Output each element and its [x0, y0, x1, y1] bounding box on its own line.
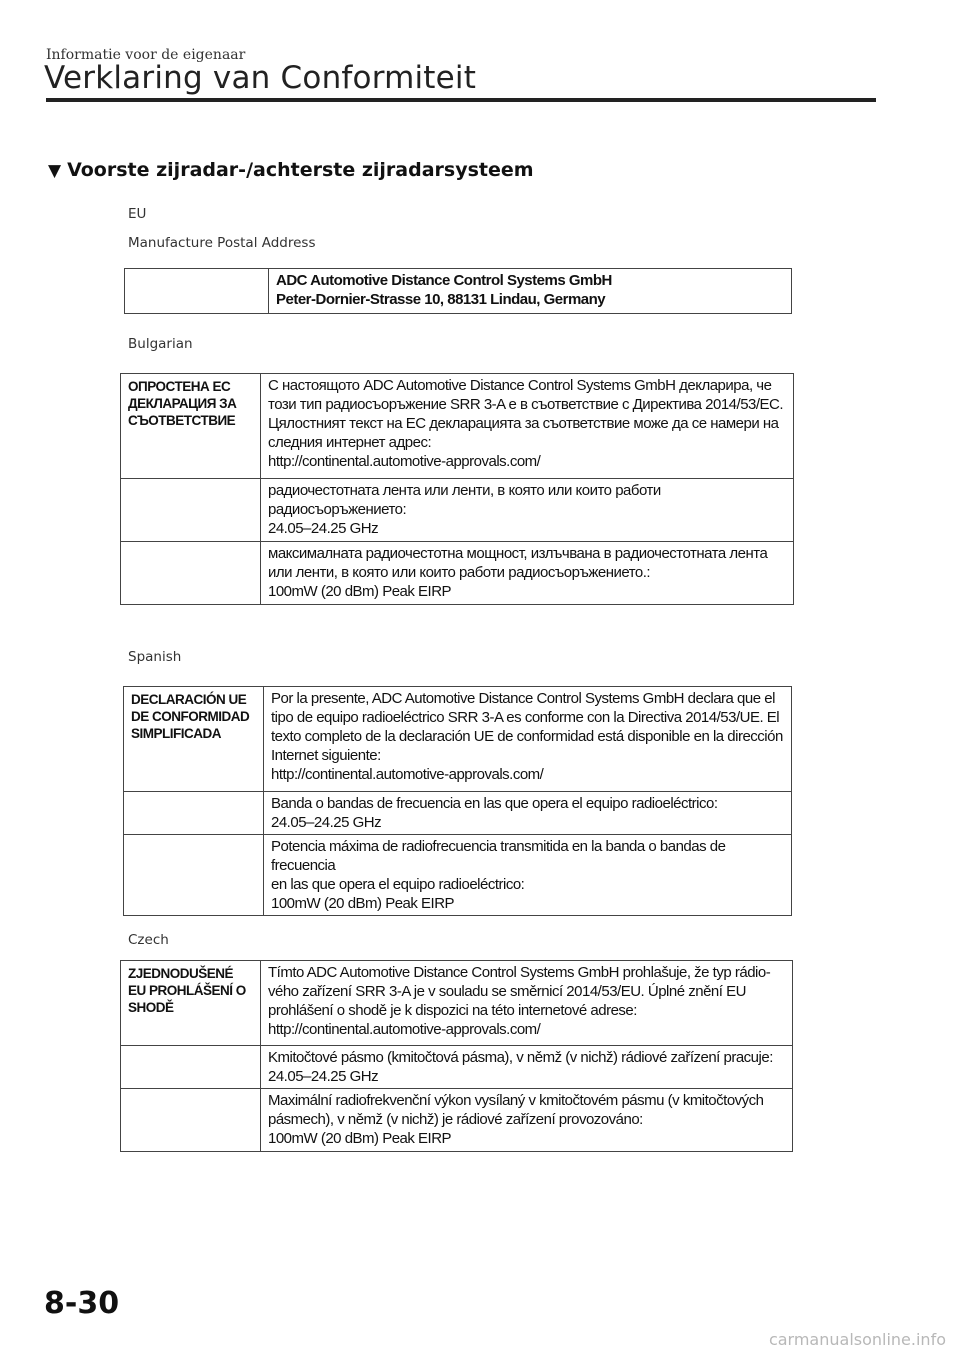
- spanish-band: Banda o bandas de frecuencia en las que opera el equipo radioeléctrico: 24.05–24.25 GHz: [271, 795, 718, 831]
- eu-address-table: [124, 268, 792, 314]
- czech-declaration: Tímto ADC Automotive Distance Control Systems GmbH prohlašuje, že typ rádio- vého zařízení SRR 3-A je v souladu se směrnicí 2014/53/EU. Úplné znění EU prohlášení o shodě je k dispozici na této internetové adrese: http://continental.automotive-approvals.com/: [268, 964, 771, 1038]
- spanish-power: Potencia máxima de radiofrecuencia transmitida en la banda o bandas de frecuencia en las que opera el equipo radioeléctrico: 100mW (20 dBm) Peak EIRP: [271, 838, 726, 912]
- bulgarian-band: радиочестотната лента или ленти, в която или които работи радиосъоръжението: 24.05–24.25 GHz: [268, 482, 661, 537]
- czech-label: Czech: [128, 932, 169, 948]
- manual-section-label: Informatie voor de eigenaar: [46, 47, 246, 63]
- bulgarian-heading: ОПРОСТЕНА ЕС ДЕКЛАРАЦИЯ ЗА СЪОТВЕТСТВИЕ: [128, 379, 237, 428]
- eu-label: EU: [128, 206, 147, 222]
- bulgarian-heading-cell: [121, 374, 261, 479]
- spanish-declaration: Por la presente, ADC Automotive Distance Control Systems GmbH declara que el tipo de equipo radioeléctrico SRR 3-A es conforme con la Directiva 2014/53/UE. El texto completo de la declaración UE de conformidad está disponible en la dirección Internet siguiente: http://continental.automotive-approvals.com/: [271, 690, 783, 783]
- czech-declaration-cell: [261, 961, 793, 1046]
- bulgarian-declaration-table: [120, 373, 794, 605]
- spanish-empty-cell-1: [124, 792, 264, 835]
- spanish-heading: DECLARACIÓN UE DE CONFORMIDAD SIMPLIFICADA: [131, 692, 250, 741]
- triangle-down-icon: ▼: [48, 161, 62, 181]
- bulgarian-declaration: С настоящото ADC Automotive Distance Control Systems GmbH декларира, че този тип радиосъоръжение SRR 3-A е в съответствие с Директива 2014/53/ЕС. Цялостният текст на ЕС декларацията за съответствие може да се намери на следния интернет адрес: http://continental.automotive-approvals.com/: [268, 377, 784, 470]
- czech-band: Kmitočtové pásmo (kmitočtová pásma), v němž (v nichž) rádiové zařízení pracuje: 24.05–24.25 GHz: [268, 1049, 773, 1085]
- eu-empty-cell: [125, 269, 269, 314]
- spanish-empty-cell-2: [124, 835, 264, 916]
- page-number: 8-30: [44, 1286, 120, 1321]
- bulgarian-declaration-cell: [261, 374, 794, 479]
- manufacturer-address: Peter-Dornier-Strasse 10, 88131 Lindau, Germany: [276, 291, 606, 308]
- bulgarian-power-cell: [261, 542, 794, 605]
- eu-address-cell: [269, 269, 792, 314]
- czech-heading: ZJEDNODUŠENÉ EU PROHLÁŠENÍ O SHODĚ: [128, 966, 246, 1015]
- bulgarian-power: максималната радиочестотна мощност, излъчвана в радиочестотната лента или ленти, в която или които работи радиосъоръжението.: 100mW (20 dBm) Peak EIRP: [268, 545, 768, 600]
- czech-power: Maximální radiofrekvenční výkon vysílaný v kmitočtovém pásmu (v kmitočtových pásmech), v němž (v nichž) je rádiové zařízení provozováno: 100mW (20 dBm) Peak EIRP: [268, 1092, 764, 1147]
- spanish-band-cell: [264, 792, 792, 835]
- czech-heading-cell: [121, 961, 261, 1046]
- bulgarian-label: Bulgarian: [128, 336, 193, 352]
- spanish-declaration-table: [123, 686, 792, 916]
- section-heading-text: Voorste zijradar-/achterste zijradarsysteem: [67, 159, 534, 181]
- page-title: Verklaring van Conformiteit: [44, 60, 477, 96]
- czech-empty-cell-1: [121, 1046, 261, 1089]
- header-divider: [46, 98, 876, 102]
- spanish-declaration-cell: [264, 687, 792, 792]
- spanish-power-cell: [264, 835, 792, 916]
- spanish-heading-cell: [124, 687, 264, 792]
- czech-band-cell: [261, 1046, 793, 1089]
- watermark-link[interactable]: carmanualsonline.info: [768, 1330, 946, 1349]
- czech-power-cell: [261, 1089, 793, 1152]
- czech-empty-cell-2: [121, 1089, 261, 1152]
- spanish-label: Spanish: [128, 649, 182, 665]
- manufacturer-name: ADC Automotive Distance Control Systems GmbH: [276, 272, 612, 289]
- section-heading: [48, 159, 534, 181]
- bulgarian-empty-cell-2: [121, 542, 261, 605]
- bulgarian-empty-cell-1: [121, 479, 261, 542]
- bulgarian-band-cell: [261, 479, 794, 542]
- eu-address-label: Manufacture Postal Address: [128, 235, 316, 251]
- czech-declaration-table: [120, 960, 793, 1152]
